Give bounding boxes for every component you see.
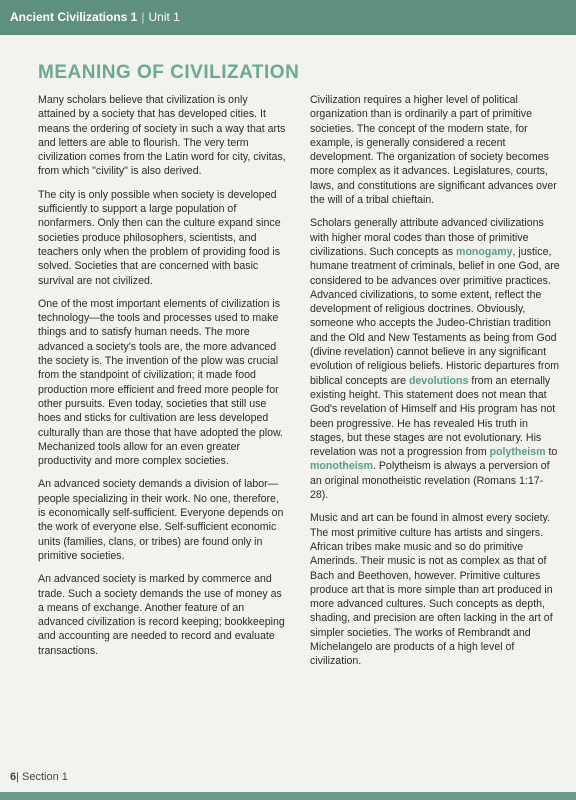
section-label: Section 1 <box>22 771 68 783</box>
paragraph: Music and art can be found in almost every society. The most primitive culture has artists and singers. African tribes make music and so do primitive Amerinds. Their music is not as complex as that of Bach and Beethoven, however. Primitive cultures produce art that is more simple than art produced in more advanced cultures. Such concepts as depth, shading, and precision are often lacking in the art of simpler societies. The works of Rembrandt and Michelangelo are products of a high level of civilization. <box>310 512 553 668</box>
paragraph: An advanced society demands a division of labor—people specializing in their work. No one, therefore, is economically self-sufficient. Everyone depends on the work of everyone else. Self-sufficient economic units (families, clans, or tribes) are found only in primitive societies. <box>38 478 284 562</box>
header-separator: | <box>141 10 145 24</box>
book-title: Ancient Civilizations 1 <box>10 10 138 24</box>
page-footer <box>0 766 576 800</box>
unit-label: Unit 1 <box>148 10 180 24</box>
running-header <box>0 0 576 35</box>
right-column <box>310 93 560 678</box>
paragraph: One of the most important elements of civilization is technology—the tools and processes used to make things and to satisfy human needs. The more advanced a society's tools are, the more advanced the society is. The invention of the plow was crucial from the standpoint of civilization; it made food production more efficient and freed more people for other pursuits. Even today, societies that still use hoes and sticks for cultivation are less developed culturally than are those that have adopted the plow. Mechanized tools allow for an even greater productivity and more complex societies. <box>38 297 284 468</box>
paragraph: An advanced society is marked by commerce and trade. Such a society demands the use of money as a means of exchange. Another feature of an advanced civilization is record keeping; bookkeeping and accounting are needed to record and evaluate transactions. <box>38 573 285 657</box>
page-number-area: 6| Section 1 <box>10 771 68 783</box>
text-run: , justice, humane treatment of criminals, belief in one God, are considered to be advances over primitive practices. Advanced civilizations, to some extent, reflect the development of religious doctrines. Obviously, someone who accepts the Judeo-Christian tradition and the Old and New Testaments as being from God (divine revelation) cannot believe in any significant evolution of religious beliefs. Historic departures from biblical concepts are <box>310 245 560 387</box>
paragraph: The city is only possible when society is developed sufficiently to support a large population of nonfarmers. Only then can the culture expand since societies produce philosophers, scientists, and teachers only when the problem of providing food is solved. Societies that are concerned with basic survival are not civilized. <box>38 188 281 287</box>
text-run: . Polytheism is always a perversion of an original monotheistic revelation (Romans 1:17-28). <box>310 460 550 502</box>
paragraph: Many scholars believe that civilization is only attained by a society that has developed cities. It means the ordering of society in such a way that arts and letters are able to flourish. The very term civilization comes from the Latin word for city, civitas, from which "civility" is also derived. <box>38 94 286 178</box>
page-number: 6 <box>10 771 17 783</box>
text-run: to <box>545 446 558 459</box>
paragraph: Civilization requires a higher level of political organization than is ordinarily a part of primitive societies. The concept of the modern state, for example, is generally considered a recent development. The organization of society becomes more complex as it advances. Legislatures, courts, laws, and constitutions are significant advances over the will of a tribal chieftain. <box>310 94 557 207</box>
keyword-monogamy: monogamy <box>456 245 513 258</box>
section-title: MEANING OF CIVILIZATION <box>38 62 300 83</box>
footer-bar <box>0 792 576 800</box>
text-run: from an eternally existing height. This statement does not mean that God's revelation of Himself and His program has not been progressive. He has revealed His truth in stages, but these stages are not evolutionary. His revelation was not a progression from <box>310 374 556 459</box>
left-column <box>38 93 288 667</box>
text-run: Scholars generally attribute advanced civilizations with higher moral codes than those of primitive civilizations. Such concepts as <box>310 217 544 258</box>
paragraph-with-keywords <box>310 216 560 502</box>
keyword-monotheism: monotheism <box>310 460 373 473</box>
keyword-polytheism: polytheism <box>489 446 546 459</box>
keyword-devolutions: devolutions <box>408 374 469 387</box>
